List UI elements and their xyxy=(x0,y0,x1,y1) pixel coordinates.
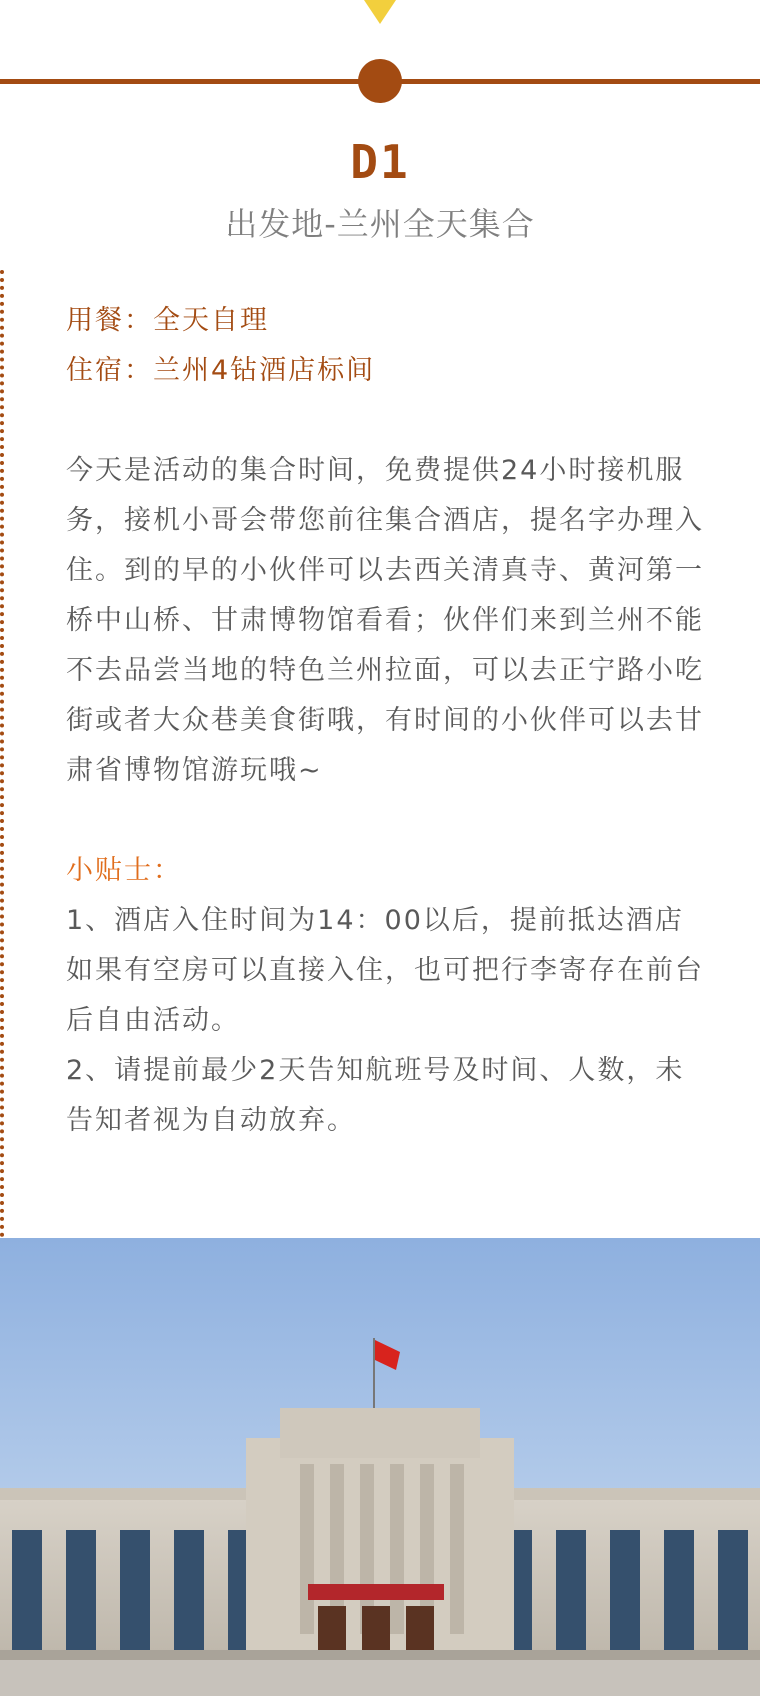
spacer xyxy=(66,396,706,446)
meals-info: 用餐：全天自理 xyxy=(66,305,269,336)
timeline-dot xyxy=(358,59,402,103)
top-triangle-marker xyxy=(364,0,396,24)
tip-item: 2、请提前最少2天告知航班号及时间、人数，未告知者视为自动放弃。 xyxy=(66,1055,685,1136)
lodging-info: 住宿：兰州4钻酒店标间 xyxy=(66,355,376,386)
day-title: D1 xyxy=(350,135,410,189)
itinerary-content xyxy=(66,296,706,1146)
dotted-side-border xyxy=(0,270,4,1238)
day-description: 今天是活动的集合时间，免费提供24小时接机服务，接机小哥会带您前往集合酒店，提名字办理入住。到的早的小伙伴可以去西关清真寺、黄河第一桥中山桥、甘肃博物馆看看；伙伴们来到兰州不能不去品尝当地的特色兰州拉面，可以去正宁路小吃街或者大众巷美食街哦，有时间的小伙伴可以去甘肃省博物馆游玩哦~ xyxy=(66,455,704,786)
museum-photo xyxy=(0,1238,760,1696)
day-subtitle: 出发地-兰州全天集合 xyxy=(225,205,535,243)
tip-item: 1、酒店入住时间为14：00以后，提前抵达酒店如果有空房可以直接入住，也可把行李寄存在前台后自由活动。 xyxy=(66,905,704,1036)
spacer xyxy=(66,796,706,846)
tips-label: 小贴士： xyxy=(66,855,182,886)
